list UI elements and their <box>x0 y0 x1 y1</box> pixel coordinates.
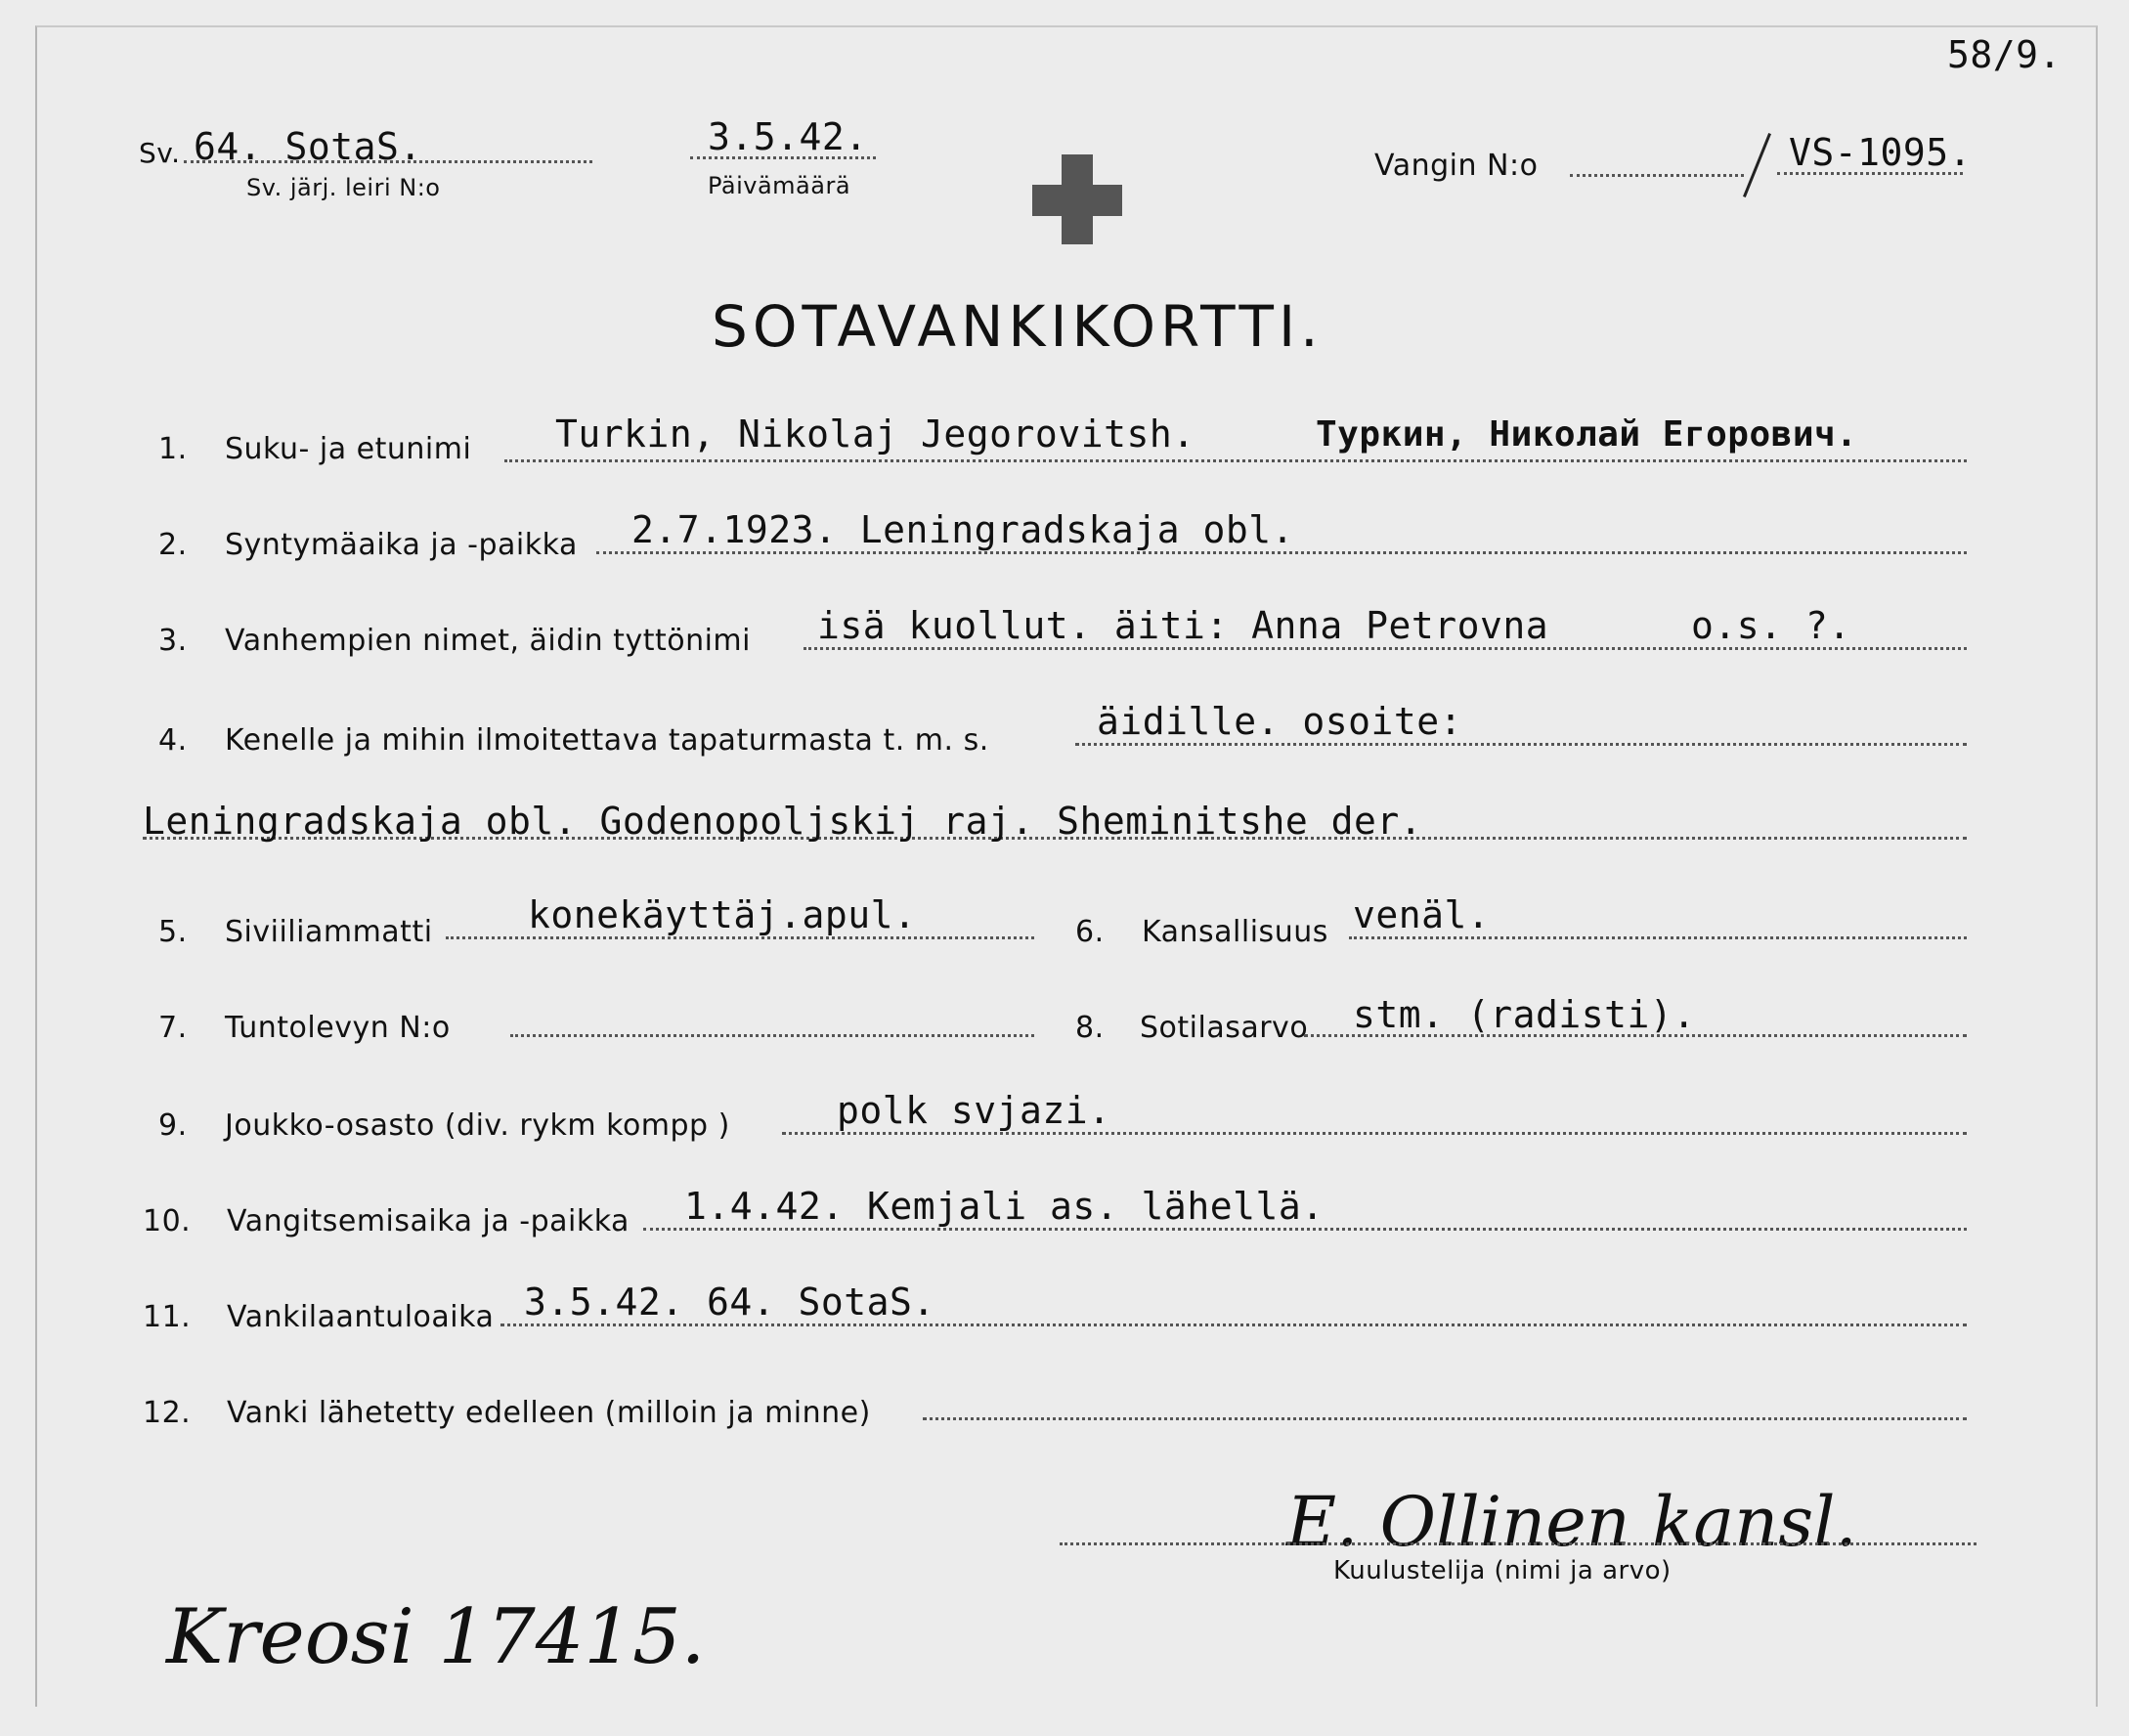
field-4-label: Kenelle ja mihin ilmoitettava tapaturmasta t. m. s. <box>225 723 989 758</box>
field-9-number: 9. <box>158 1108 188 1143</box>
field-6-number: 6. <box>1075 915 1105 949</box>
field-12-label: Vanki lähetetty edelleen (milloin ja minne) <box>227 1396 871 1430</box>
camp-caption: Sv. järj. leiri N:o <box>246 174 441 201</box>
field-9-value: polk svjazi. <box>837 1089 1111 1132</box>
field-8-number: 8. <box>1075 1011 1105 1045</box>
field-1-value-cyrillic: Туркин, Николай Егорович. <box>1316 414 1858 455</box>
signature-caption: Kuulustelija (nimi ja arvo) <box>1333 1556 1672 1585</box>
field-5-label: Siviiliammatti <box>225 915 433 949</box>
field-3-value: isä kuollut. äiti: Anna Petrovna <box>817 604 1549 647</box>
field-10-label: Vangitsemisaika ja -paikka <box>227 1204 630 1238</box>
field-11-value: 3.5.42. 64. SotaS. <box>524 1280 935 1324</box>
date-caption: Päivämäärä <box>708 172 851 199</box>
field-7-line <box>510 1034 1034 1037</box>
field-8-label: Sotilasarvo <box>1140 1011 1309 1045</box>
field-10-line <box>643 1228 1967 1231</box>
field-7-label: Tuntolevyn N:o <box>225 1011 451 1045</box>
field-5-number: 5. <box>158 915 188 949</box>
field-8-value: stm. (radisti). <box>1353 993 1696 1036</box>
handwritten-note: Kreosi 17415. <box>166 1593 706 1681</box>
field-10-value: 1.4.42. Kemjali as. lähellä. <box>684 1185 1325 1228</box>
field-10-number: 10. <box>143 1204 192 1238</box>
field-6-line <box>1349 936 1967 939</box>
field-3-number: 3. <box>158 624 188 658</box>
corner-reference: 58/9. <box>1947 33 2062 76</box>
field-11-label: Vankilaantuloaika <box>227 1300 495 1334</box>
field-2-label: Syntymäaika ja -paikka <box>225 528 578 562</box>
field-4-continuation: Leningradskaja obl. Godenopoljskij raj. Sheminitshe der. <box>143 800 1423 843</box>
field-11-line <box>500 1324 1967 1326</box>
camp-dotted-line <box>184 160 592 163</box>
field-11-number: 11. <box>143 1300 192 1334</box>
field-2-line <box>596 551 1967 554</box>
field-3-line <box>804 647 1967 650</box>
field-6-value: venäl. <box>1353 893 1491 936</box>
field-9-label: Joukko-osasto (div. rykm kompp ) <box>225 1108 730 1143</box>
signature-line <box>1060 1542 1977 1545</box>
field-2-value: 2.7.1923. Leningradskaja obl. <box>631 508 1294 551</box>
field-4-value: äidille. osoite: <box>1097 700 1463 743</box>
prisoner-number-value: VS-1095. <box>1789 131 1973 174</box>
field-12-line <box>923 1417 1967 1420</box>
field-1-label: Suku- ja etunimi <box>225 432 472 466</box>
interrogator-signature: E. Ollinen kansl. <box>1286 1482 1857 1562</box>
field-12-number: 12. <box>143 1396 192 1430</box>
field-3-value-extra: o.s. ?. <box>1691 604 1851 647</box>
field-9-line <box>782 1132 1967 1135</box>
prisoner-number-value-line <box>1777 172 1963 175</box>
camp-value: 64. SotaS. <box>194 125 422 168</box>
card-title: SOTAVANKIKORTTI. <box>712 293 1324 360</box>
field-2-number: 2. <box>158 528 188 562</box>
field-7-number: 7. <box>158 1011 188 1045</box>
cross-icon-bar <box>1032 185 1122 216</box>
field-1-number: 1. <box>158 432 188 466</box>
field-1-line <box>504 459 1967 462</box>
prisoner-number-dotted-line <box>1570 174 1744 177</box>
date-value: 3.5.42. <box>708 115 868 158</box>
camp-prefix: Sv. <box>139 137 181 169</box>
prisoner-number-label: Vangin N:o <box>1374 149 1539 183</box>
date-dotted-line <box>690 156 876 159</box>
field-1-value: Turkin, Nikolaj Jegorovitsh. <box>555 412 1195 456</box>
field-4-number: 4. <box>158 723 188 758</box>
field-5-line <box>446 936 1034 939</box>
card-border <box>35 25 2098 1707</box>
field-6-label: Kansallisuus <box>1142 915 1328 949</box>
field-4-line <box>1075 743 1967 746</box>
field-5-value: konekäyttäj.apul. <box>528 893 917 936</box>
field-3-label: Vanhempien nimet, äidin tyttönimi <box>225 624 751 658</box>
